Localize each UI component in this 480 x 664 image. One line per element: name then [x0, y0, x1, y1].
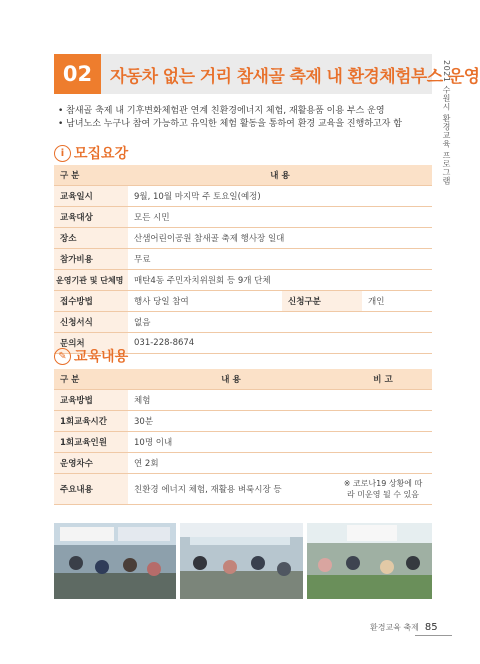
table-row	[54, 411, 432, 432]
table-header-row	[54, 165, 432, 186]
row-label: 주요내용	[54, 474, 128, 505]
row-value: 행사 당일 참여	[128, 291, 282, 312]
row-label: 장소	[54, 228, 128, 249]
row-note	[334, 411, 432, 432]
header-cell: 내 용	[128, 165, 432, 186]
row-value: 친환경 에너지 체험, 재활용 벼룩시장 등	[128, 474, 334, 505]
row-value: 매탄4동 주민자치위원회 등 9개 단체	[128, 270, 432, 291]
footer-text: 환경교육 축제	[370, 623, 419, 632]
row-note	[334, 453, 432, 474]
header-cell: 비 고	[334, 369, 432, 390]
pencil-icon: ✎	[54, 348, 71, 365]
row-value: 연 2회	[128, 453, 334, 474]
table-row	[54, 186, 432, 207]
table-row	[54, 432, 432, 453]
event-photo-1	[54, 523, 176, 599]
row-value: 체험	[128, 390, 334, 411]
row-note	[334, 432, 432, 453]
row-label: 교육방법	[54, 390, 128, 411]
row-value: 031-228-8674	[128, 333, 432, 354]
info-icon: i	[54, 145, 71, 162]
event-photo-2	[180, 523, 303, 599]
recruit-heading	[54, 143, 128, 163]
table-row	[54, 312, 432, 333]
row-label: 1회교육인원	[54, 432, 128, 453]
footer-rule	[415, 635, 452, 636]
row-note	[334, 390, 432, 411]
table-row	[54, 291, 432, 312]
row-value: 30분	[128, 411, 334, 432]
row-label: 참가비용	[54, 249, 128, 270]
event-photo-3	[307, 523, 432, 599]
header-cell: 구 분	[54, 369, 128, 390]
row-value: 무료	[128, 249, 432, 270]
row-value: 모든 시민	[128, 207, 432, 228]
table-row	[54, 270, 432, 291]
row-value: 9월, 10월 마지막 주 토요일(예정)	[128, 186, 432, 207]
row-label: 1회교육시간	[54, 411, 128, 432]
table-header-row	[54, 369, 432, 390]
table-row	[54, 249, 432, 270]
page-title: 자동차 없는 거리 참새골 축제 내 환경체험부스 운영	[110, 66, 480, 87]
page-number: 85	[424, 622, 438, 633]
intro-bullets	[58, 105, 402, 131]
row-value: 없음	[128, 312, 432, 333]
side-label: 2021 수원시 환경교육 프로그램	[442, 60, 451, 185]
table-row	[54, 474, 432, 505]
row-label: 교육일시	[54, 186, 128, 207]
row-label: 문의처	[54, 333, 128, 354]
row-note: ※ 코로나19 상황에 따라 미운영 될 수 있음	[334, 474, 432, 505]
recruit-title: 모집요강	[74, 146, 129, 162]
row-label: 신청서식	[54, 312, 128, 333]
row-label: 신청구분	[282, 291, 362, 312]
content-heading	[54, 346, 128, 366]
footer	[370, 622, 438, 633]
table-row	[54, 390, 432, 411]
row-label: 운영기관 및 단체명	[54, 270, 128, 291]
row-value: 10명 이내	[128, 432, 334, 453]
row-label: 접수방법	[54, 291, 128, 312]
section-number: 02	[54, 54, 101, 94]
header-cell: 구 분	[54, 165, 128, 186]
row-label: 교육대상	[54, 207, 128, 228]
table-row	[54, 207, 432, 228]
header-cell: 내 용	[128, 369, 334, 390]
row-label: 운영차수	[54, 453, 128, 474]
intro-bullet: • 참새골 축제 내 기후변화체험관 연계 친환경에너지 체험, 재활용품 이용 부스 운영	[58, 106, 385, 116]
table-row	[54, 453, 432, 474]
intro-bullet: • 남녀노소 누구나 참여 가능하고 유익한 체험 활동을 통하여 환경 교육을 진행하고자 함	[58, 119, 402, 129]
row-value: 산샘어린이공원 참새골 축제 행사장 일대	[128, 228, 432, 249]
row-value: 개인	[362, 291, 432, 312]
recruit-table	[54, 165, 432, 354]
content-table	[54, 369, 432, 505]
content-title: 교육내용	[74, 349, 129, 365]
table-row	[54, 228, 432, 249]
